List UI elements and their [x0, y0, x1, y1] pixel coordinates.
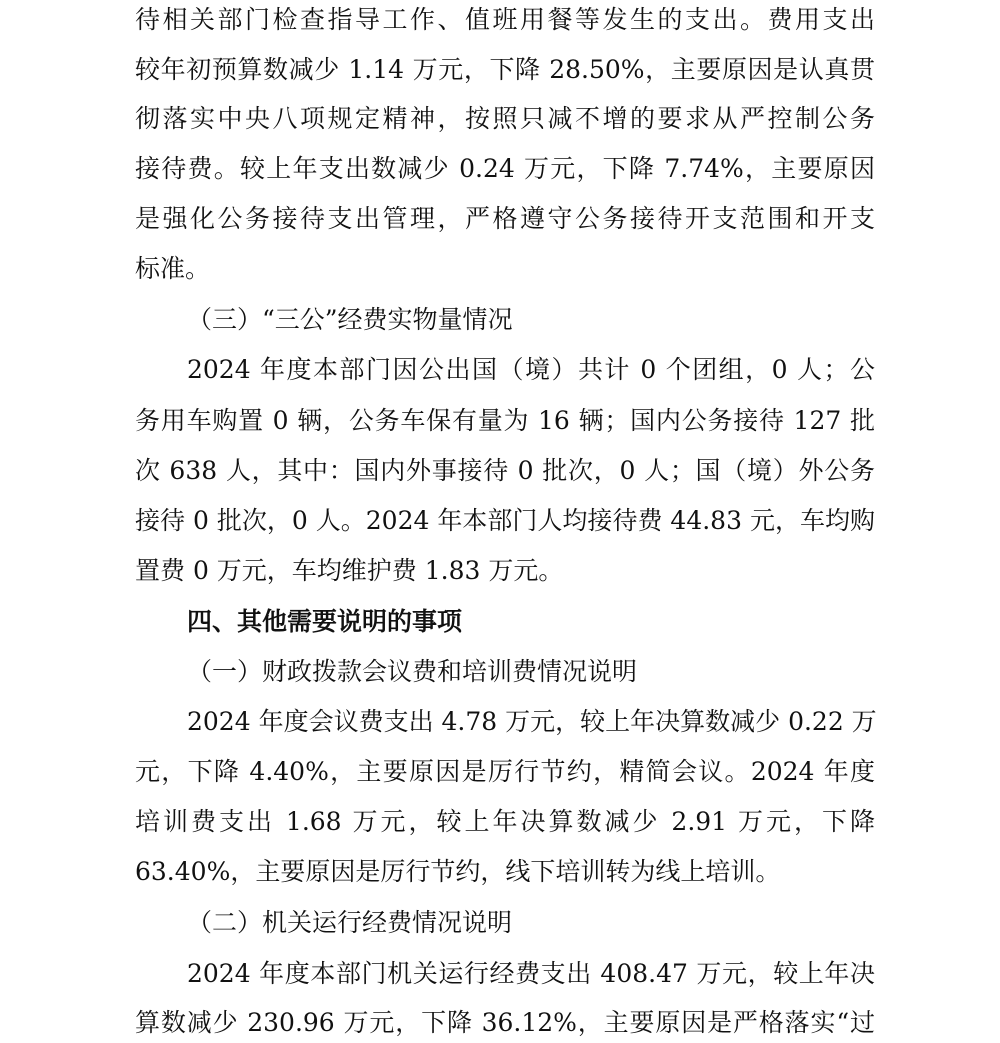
- section-subheading: （三）“三公”经费实物量情况: [187, 305, 513, 334]
- paragraph-line: 算数减少 230.96 万元，下降 36.12%，主要原因是严格落实“过: [135, 1008, 875, 1037]
- paragraph-line: 接待 0 批次，0 人。2024 年本部门人均接待费 44.83 元，车均购: [135, 506, 875, 535]
- paragraph-line: 较年初预算数减少 1.14 万元，下降 28.50%，主要原因是认真贯: [135, 55, 875, 84]
- paragraph-line: 彻落实中央八项规定精神，按照只减不增的要求从严控制公务: [135, 104, 875, 133]
- section-heading: 四、其他需要说明的事项: [187, 607, 463, 636]
- section-subheading: （一）财政拨款会议费和培训费情况说明: [187, 657, 638, 686]
- paragraph-line: 务用车购置 0 辆，公务车保有量为 16 辆；国内公务接待 127 批: [135, 406, 875, 435]
- paragraph-line: 次 638 人，其中：国内外事接待 0 批次，0 人；国（境）外公务: [135, 456, 875, 485]
- paragraph-line: 待相关部门检查指导工作、值班用餐等发生的支出。费用支出: [135, 5, 875, 34]
- section-subheading: （二）机关运行经费情况说明: [187, 908, 513, 937]
- paragraph-line: 是强化公务接待支出管理，严格遵守公务接待开支范围和开支: [135, 204, 875, 233]
- paragraph-line: 接待费。较上年支出数减少 0.24 万元，下降 7.74%，主要原因: [135, 154, 875, 183]
- paragraph-line: 63.40%，主要原因是厉行节约，线下培训转为线上培训。: [135, 857, 781, 886]
- paragraph-line: 培训费支出 1.68 万元，较上年决算数减少 2.91 万元，下降: [135, 807, 875, 836]
- paragraph-line: 标准。: [135, 254, 211, 283]
- paragraph-line: 2024 年度本部门机关运行经费支出 408.47 万元，较上年决: [187, 959, 875, 988]
- paragraph-line: 2024 年度本部门因公出国（境）共计 0 个团组，0 人；公: [187, 355, 875, 384]
- paragraph-line: 置费 0 万元，车均维护费 1.83 万元。: [135, 556, 564, 585]
- paragraph-line: 2024 年度会议费支出 4.78 万元，较上年决算数减少 0.22 万: [187, 707, 877, 736]
- paragraph-line: 元，下降 4.40%，主要原因是厉行节约，精简会议。2024 年度: [135, 757, 875, 786]
